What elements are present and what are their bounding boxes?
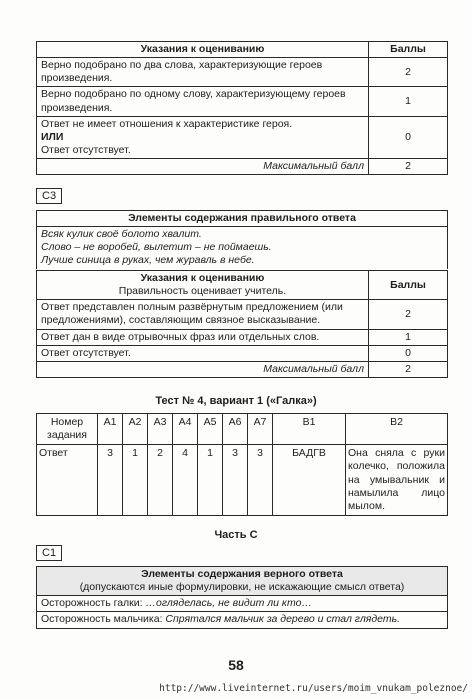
score-header: Баллы	[369, 42, 448, 58]
c3-elements-table	[36, 210, 448, 269]
score-cell: 1	[369, 329, 448, 345]
row-text: …огляделась, не видит ли кто…	[145, 597, 312, 610]
criteria-header: Указания к оцениванию	[37, 42, 369, 58]
max-score-label: Максимальный балл	[37, 159, 369, 175]
answer-cell: Она сняла с руки колечко, положила на умывальник и намылила лицо мылом.	[346, 445, 448, 516]
criteria-row: Ответ дан в виде отрывочных фраз или отдельных слов.	[37, 329, 369, 345]
column-header: В1	[273, 414, 346, 445]
c1-header: Элементы содержания верного ответа	[141, 568, 343, 580]
column-header: А4	[173, 414, 198, 445]
proverb: Лучше синица в руках, чем журавль в небе.	[41, 254, 255, 267]
c1-header-cell	[37, 567, 448, 596]
score-cell: 0	[369, 345, 448, 361]
c1-row	[37, 596, 448, 612]
elements-header: Элементы содержания правильного ответа	[37, 211, 448, 227]
criteria-row: Верно подобрано по одному слову, характеризующему героев произведения.	[37, 87, 369, 116]
proverb: Всяк кулик своё болото хвалит.	[41, 228, 202, 241]
proverbs-cell	[37, 227, 448, 269]
column-header: А5	[198, 414, 223, 445]
proverb: Слово – не воробей, вылетит – не поймаешь.	[41, 241, 272, 254]
criteria-header-cell	[37, 271, 369, 300]
max-score-value: 2	[369, 361, 448, 377]
answers-table	[36, 413, 448, 516]
criteria-row	[37, 116, 369, 158]
column-header: А3	[148, 414, 173, 445]
page-number: 58	[228, 657, 244, 673]
footer-url: http://www.liveinternet.ru/users/moim_vnukam_poleznoe/	[159, 683, 468, 694]
criteria-header: Указания к оцениванию	[140, 272, 265, 284]
part-title: Часть С	[214, 529, 258, 541]
column-header: А2	[123, 414, 148, 445]
column-header: А7	[248, 414, 273, 445]
or-text: ИЛИ	[41, 130, 64, 143]
score-cell: 2	[369, 58, 448, 87]
answer-cell: 3	[248, 445, 273, 516]
criteria-text: Ответ отсутствует.	[41, 143, 131, 156]
criteria-row: Ответ представлен полным развёрнутым предложением (или предложениями), составляющим связное высказывание.	[37, 300, 369, 329]
max-score-label: Максимальный балл	[37, 361, 369, 377]
answer-label: Ответ	[37, 445, 98, 516]
criteria-row: Верно подобрано по два слова, характеризующие героев произведения.	[37, 58, 369, 87]
score-cell: 2	[369, 300, 448, 329]
c1-row	[37, 612, 448, 628]
test-title: Тест № 4, вариант 1 («Галка»)	[155, 395, 317, 407]
score-cell: 1	[369, 87, 448, 116]
max-score-value: 2	[369, 159, 448, 175]
criteria-subheader: Правильность оценивает учитель.	[118, 285, 287, 298]
row-prefix: Осторожность мальчика:	[41, 613, 163, 626]
c1-subheader: (допускаются иные формулировки, не искажающие смысл ответа)	[79, 581, 405, 594]
column-header: Номер задания	[37, 414, 98, 445]
column-header: А1	[98, 414, 123, 445]
answer-cell: 3	[98, 445, 123, 516]
c1-table	[36, 566, 448, 629]
score-cell: 0	[369, 116, 448, 158]
column-header: А6	[223, 414, 248, 445]
answer-cell: БАДГВ	[273, 445, 346, 516]
answer-cell: 2	[148, 445, 173, 516]
score-header: Баллы	[369, 271, 448, 300]
section-label-c3: С3	[36, 188, 62, 204]
answer-cell: 3	[223, 445, 248, 516]
scoring-table-1	[36, 41, 448, 175]
row-text: Спрятался мальчик за дерево и стал глядеть.	[165, 613, 401, 626]
answer-cell: 1	[123, 445, 148, 516]
column-header: В2	[346, 414, 448, 445]
answer-cell: 4	[173, 445, 198, 516]
section-label-c1: С1	[36, 545, 62, 561]
row-prefix: Осторожность галки:	[41, 597, 143, 610]
answer-cell: 1	[198, 445, 223, 516]
criteria-row: Ответ отсутствует.	[37, 345, 369, 361]
criteria-text: Ответ не имеет отношения к характеристике героя.	[41, 117, 293, 130]
c3-scoring-table	[36, 270, 448, 378]
